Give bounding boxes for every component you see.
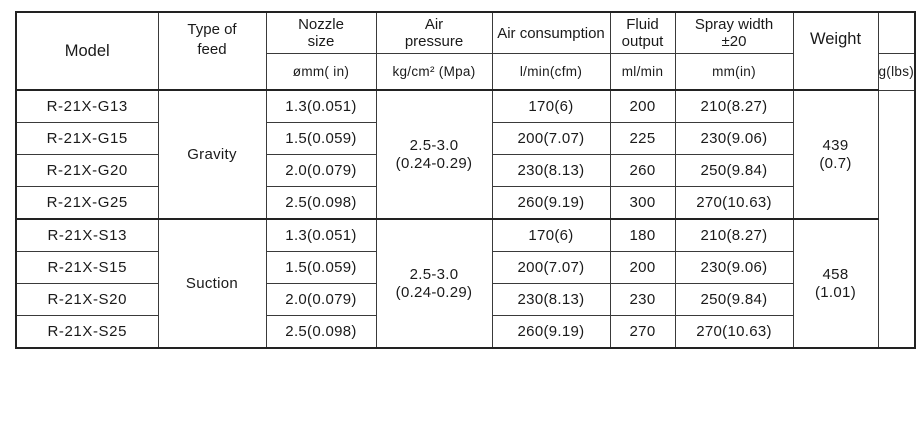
spray-width-cell: 210(8.27) [675, 219, 793, 252]
fluid-output-cell: 200 [610, 90, 675, 123]
unit-weight: g(lbs) [878, 54, 915, 91]
model-cell: R-21X-G13 [16, 90, 158, 123]
spray-width-cell: 250(9.84) [675, 284, 793, 316]
fluid-output-cell: 260 [610, 155, 675, 187]
air-consumption-cell: 230(8.13) [492, 155, 610, 187]
air-pressure-suction: 2.5-3.0 (0.24-0.29) [376, 219, 492, 348]
air-consumption-cell: 170(6) [492, 219, 610, 252]
unit-nozzle-size: ømm( in) [266, 54, 376, 91]
unit-air-consumption: l/min(cfm) [492, 54, 610, 91]
nozzle-cell: 1.5(0.059) [266, 123, 376, 155]
air-consumption-cell: 200(7.07) [492, 252, 610, 284]
air-pressure-gravity: 2.5-3.0 (0.24-0.29) [376, 90, 492, 219]
spray-width-cell: 230(9.06) [675, 123, 793, 155]
header-nozzle-size: Nozzle size [266, 12, 376, 54]
nozzle-cell: 1.3(0.051) [266, 90, 376, 123]
fluid-output-cell: 270 [610, 316, 675, 349]
header-weight: Weight [793, 12, 878, 90]
air-consumption-cell: 200(7.07) [492, 123, 610, 155]
table-row [16, 219, 915, 252]
fluid-output-cell: 180 [610, 219, 675, 252]
nozzle-cell: 2.0(0.079) [266, 155, 376, 187]
unit-fluid-output: ml/min [610, 54, 675, 91]
spray-width-cell: 250(9.84) [675, 155, 793, 187]
nozzle-cell: 2.5(0.098) [266, 187, 376, 220]
spray-gun-spec-table [15, 11, 916, 349]
fluid-output-cell: 200 [610, 252, 675, 284]
air-consumption-cell: 170(6) [492, 90, 610, 123]
nozzle-cell: 1.5(0.059) [266, 252, 376, 284]
header-type-of-feed: Type of feed [158, 12, 266, 90]
spray-width-cell: 270(10.63) [675, 316, 793, 349]
header-model: Model [16, 12, 158, 90]
table-row [16, 90, 915, 123]
unit-spray-width: mm(in) [675, 54, 793, 91]
spray-width-cell: 210(8.27) [675, 90, 793, 123]
fluid-output-cell: 300 [610, 187, 675, 220]
nozzle-cell: 2.5(0.098) [266, 316, 376, 349]
nozzle-cell: 1.3(0.051) [266, 219, 376, 252]
model-cell: R-21X-S25 [16, 316, 158, 349]
spray-width-cell: 270(10.63) [675, 187, 793, 220]
air-consumption-cell: 260(9.19) [492, 187, 610, 220]
model-cell: R-21X-S15 [16, 252, 158, 284]
spec-table-container [15, 11, 916, 349]
header-air-consumption: Air consumption [492, 12, 610, 54]
header-row [16, 12, 915, 54]
feed-type-suction: Suction [158, 219, 266, 348]
model-cell: R-21X-G15 [16, 123, 158, 155]
model-cell: R-21X-S20 [16, 284, 158, 316]
unit-air-pressure: kg/cm² (Mpa) [376, 54, 492, 91]
weight-suction: 458 (1.01) [793, 219, 878, 348]
feed-type-gravity: Gravity [158, 90, 266, 219]
model-cell: R-21X-G20 [16, 155, 158, 187]
header-spray-width: Spray width ±20 [675, 12, 793, 54]
weight-gravity: 439 (0.7) [793, 90, 878, 219]
air-consumption-cell: 260(9.19) [492, 316, 610, 349]
header-air-pressure: Air pressure [376, 12, 492, 54]
nozzle-cell: 2.0(0.079) [266, 284, 376, 316]
header-fluid-output: Fluid output [610, 12, 675, 54]
model-cell: R-21X-S13 [16, 219, 158, 252]
air-consumption-cell: 230(8.13) [492, 284, 610, 316]
fluid-output-cell: 225 [610, 123, 675, 155]
model-cell: R-21X-G25 [16, 187, 158, 220]
spray-width-cell: 230(9.06) [675, 252, 793, 284]
fluid-output-cell: 230 [610, 284, 675, 316]
